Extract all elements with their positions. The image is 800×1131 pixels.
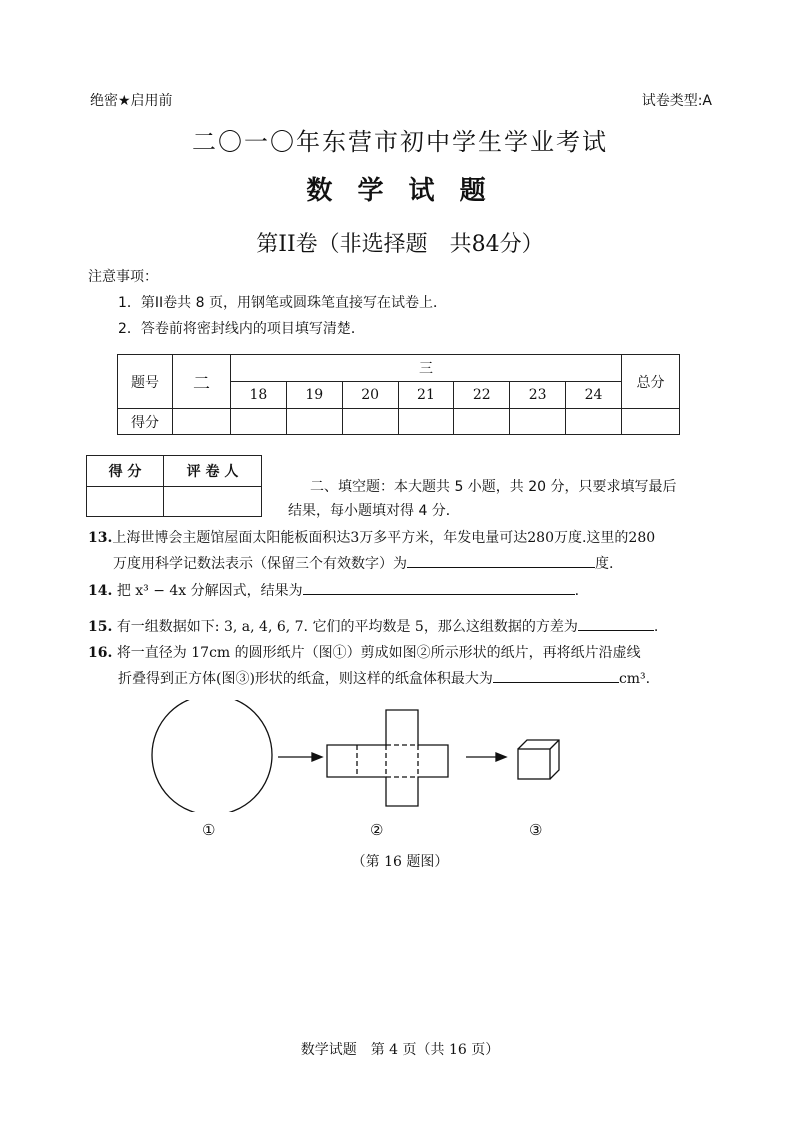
- figure-label-1: ①: [202, 821, 216, 839]
- exam-title: 二〇一〇年东营市初中学生学业考试: [192, 128, 608, 156]
- question-suffix: 度.: [595, 556, 614, 572]
- question-number: 13.: [88, 530, 113, 546]
- question-suffix: .: [574, 583, 580, 599]
- score-cell[interactable]: [398, 409, 454, 435]
- question-column-header: 22: [454, 382, 510, 409]
- section-intro: 二、填空题：本大题共 5 小题，共 20 分，只要求填写最后: [310, 479, 677, 495]
- notes-heading: 注意事项：: [88, 269, 158, 285]
- question-number: 16.: [88, 645, 113, 661]
- figure-16: [140, 700, 580, 812]
- question-text: 万度用科学记数法表示（保留三个有效数字）为: [113, 556, 407, 572]
- reviewer-cell[interactable]: [164, 486, 262, 517]
- question-column-header: 23: [510, 382, 566, 409]
- answer-blank[interactable]: [493, 668, 619, 683]
- arrow-1-head: [312, 753, 322, 761]
- secret-level-label: 绝密★启用前: [90, 93, 173, 109]
- subject-title: 数 学 试 题: [306, 176, 494, 206]
- figure-caption: （第 16 题图）: [351, 854, 449, 870]
- score-cell[interactable]: [454, 409, 510, 435]
- score-cell[interactable]: [286, 409, 342, 435]
- question-16: [88, 642, 641, 662]
- reviewer-table: [86, 455, 262, 517]
- question-suffix: cm³.: [618, 671, 651, 687]
- page-footer: 数学试题 第 4 页（共 16 页）: [300, 1042, 500, 1058]
- score-row-label: 得分: [118, 409, 173, 435]
- reviewer-label: 评 卷 人: [164, 456, 262, 487]
- question-column-header: 19: [286, 382, 342, 409]
- answer-blank[interactable]: [407, 553, 595, 568]
- score-cell[interactable]: [87, 486, 164, 517]
- figure-label-2: ②: [370, 821, 384, 839]
- question-text: 折叠得到正方体(图③)形状的纸盒，则这样的纸盒体积最大为: [118, 671, 493, 687]
- score-table: [117, 354, 680, 435]
- question-column-header: 21: [398, 382, 454, 409]
- question-text: 有一组数据如下: 3, a, 4, 6, 7. 它们的平均数是 5，那么这组数据的方差为: [116, 619, 578, 635]
- question-text: 上海世博会主题馆屋面太阳能板面积达3万多平方米，年发电量可达280万度.这里的280: [112, 530, 656, 546]
- score-cell[interactable]: [342, 409, 398, 435]
- score-label: 得 分: [87, 456, 164, 487]
- total-score-header: 总分: [622, 355, 680, 409]
- question-column-header: 18: [231, 382, 287, 409]
- score-cell[interactable]: [510, 409, 566, 435]
- arrow-2-head: [496, 753, 506, 761]
- score-cell[interactable]: [566, 409, 622, 435]
- score-cell[interactable]: [173, 409, 231, 435]
- cube-front: [518, 749, 550, 779]
- section-two-header: 二: [173, 355, 231, 409]
- question-13-line2: [113, 553, 613, 573]
- question-suffix: .: [653, 619, 659, 635]
- note-item: 1．第II卷共 8 页，用钢笔或圆珠笔直接写在试卷上．: [118, 295, 447, 311]
- section-intro: 结果，每小题填对得 4 分．: [288, 503, 460, 519]
- cross-net: [327, 710, 448, 806]
- question-text: 把 x³ − 4x 分解因式，结果为: [116, 583, 303, 599]
- question-14: [88, 580, 579, 600]
- question-text: 将一直径为 17cm 的圆形纸片（图①）剪成如图②所示形状的纸片，再将纸片沿虚线: [116, 645, 641, 661]
- question-13: [88, 527, 655, 547]
- score-cell[interactable]: [231, 409, 287, 435]
- question-number: 14.: [88, 583, 113, 599]
- question-column-header: 24: [566, 382, 622, 409]
- score-cell[interactable]: [622, 409, 680, 435]
- question-16-line2: [118, 668, 650, 688]
- figure-label-3: ③: [529, 821, 543, 839]
- question-column-header: 20: [342, 382, 398, 409]
- circle-paper: [152, 700, 272, 812]
- answer-blank[interactable]: [303, 580, 575, 595]
- question-number-label: 题号: [118, 355, 173, 409]
- note-item: 2．答卷前将密封线内的项目填写清楚．: [118, 321, 365, 337]
- cube-edge: [550, 740, 559, 749]
- question-number: 15.: [88, 619, 113, 635]
- paper-type-label: 试卷类型:A: [641, 93, 712, 109]
- volume-title: 第II卷（非选择题 共84分）: [256, 232, 544, 257]
- answer-blank[interactable]: [578, 616, 654, 631]
- question-15: [88, 616, 658, 636]
- section-three-header: 三: [231, 355, 622, 382]
